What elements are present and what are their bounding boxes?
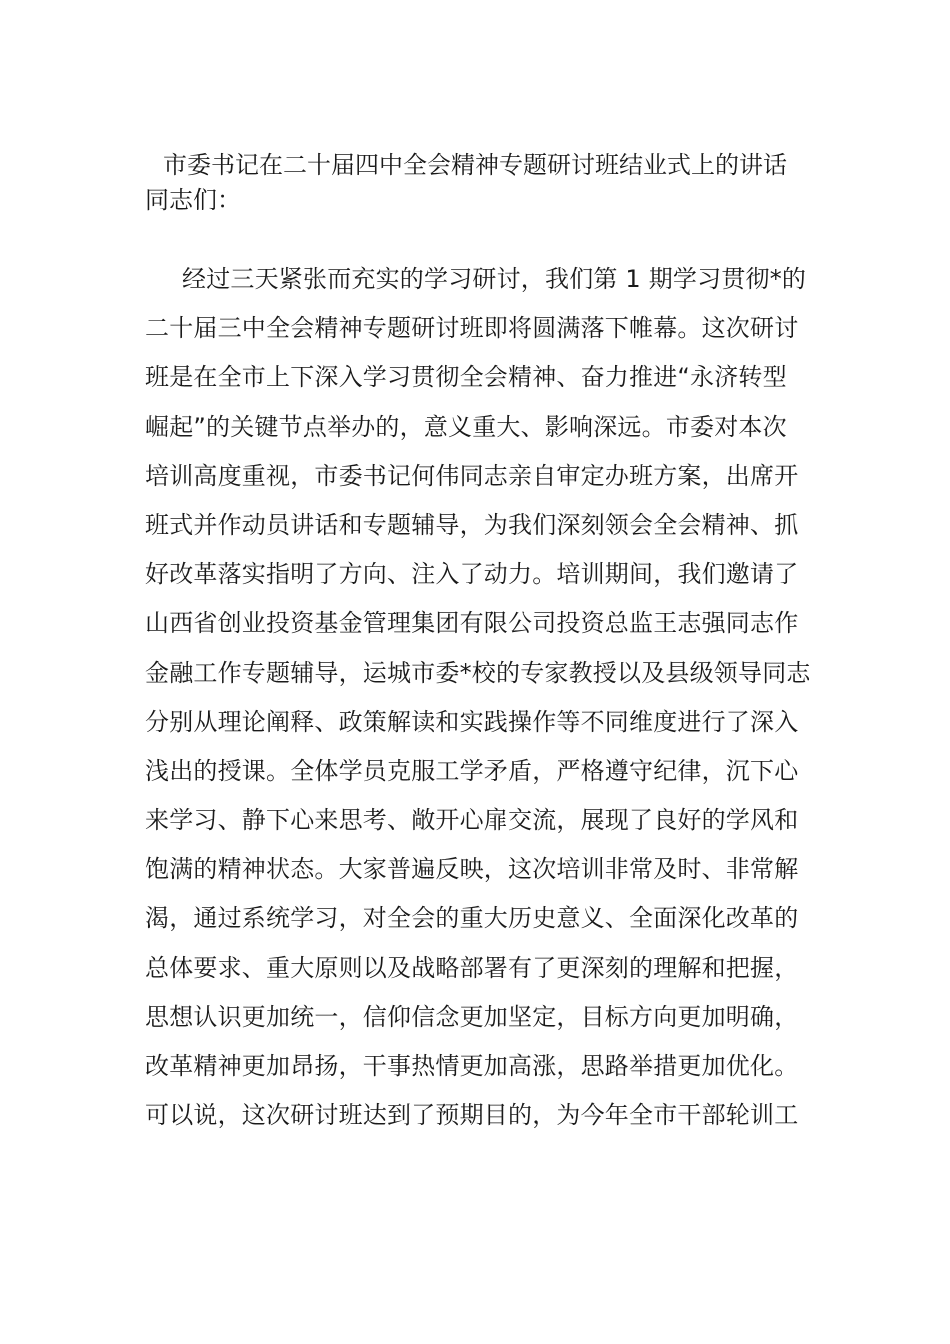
body-line: 培训高度重视，市委书记何伟同志亲自审定办班方案，出席开 — [145, 461, 799, 490]
body-line: 可以说，这次研讨班达到了预期目的，为今年全市干部轮训工 — [145, 1101, 799, 1130]
body-line: 经过三天紧张而充实的学习研讨，我们第 1 期学习贯彻*的 — [182, 265, 807, 293]
body-line: 山西省创业投资基金管理集团有限公司投资总监王志强同志作 — [145, 609, 799, 638]
body-line: 金融工作专题辅导，运城市委*校的专家教授以及县级领导同志 — [145, 658, 811, 687]
body-line: 思想认识更加统一，信仰信念更加坚定，目标方向更加明确， — [145, 1002, 799, 1031]
body-line: 崛起”的关键节点举办的，意义重大、影响深远。市委对本次 — [145, 412, 787, 441]
body-line: 班式并作动员讲话和专题辅导，为我们深刻领会全会精神、抓 — [145, 510, 799, 539]
body-line: 来学习、静下心来思考、敞开心扉交流，展现了良好的学风和 — [145, 806, 799, 835]
body-line: 好改革落实指明了方向、注入了动力。培训期间，我们邀请了 — [145, 560, 799, 589]
document-title: 市委书记在二十届四中全会精神专题研讨班结业式上的讲话 — [163, 151, 787, 179]
body-line: 饱满的精神状态。大家普遍反映，这次培训非常及时、非常解 — [145, 855, 799, 884]
body-line: 改革精神更加昂扬，干事热情更加高涨，思路举措更加优化。 — [145, 1052, 799, 1080]
body-line: 班是在全市上下深入学习贯彻全会精神、奋力推进“永济转型 — [145, 363, 787, 392]
body-line: 渴，通过系统学习，对全会的重大历史意义、全面深化改革的 — [145, 904, 799, 933]
salutation: 同志们： — [145, 186, 241, 214]
body-line: 二十届三中全会精神专题研讨班即将圆满落下帷幕。这次研讨 — [145, 314, 799, 343]
body-line: 浅出的授课。全体学员克服工学矛盾，严格遵守纪律，沉下心 — [145, 756, 799, 785]
body-paragraph — [145, 262, 810, 1147]
body-line: 总体要求、重大原则以及战略部署有了更深刻的理解和把握， — [145, 953, 799, 982]
body-line: 分别从理论阐释、政策解读和实践操作等不同维度进行了深入 — [145, 707, 799, 736]
